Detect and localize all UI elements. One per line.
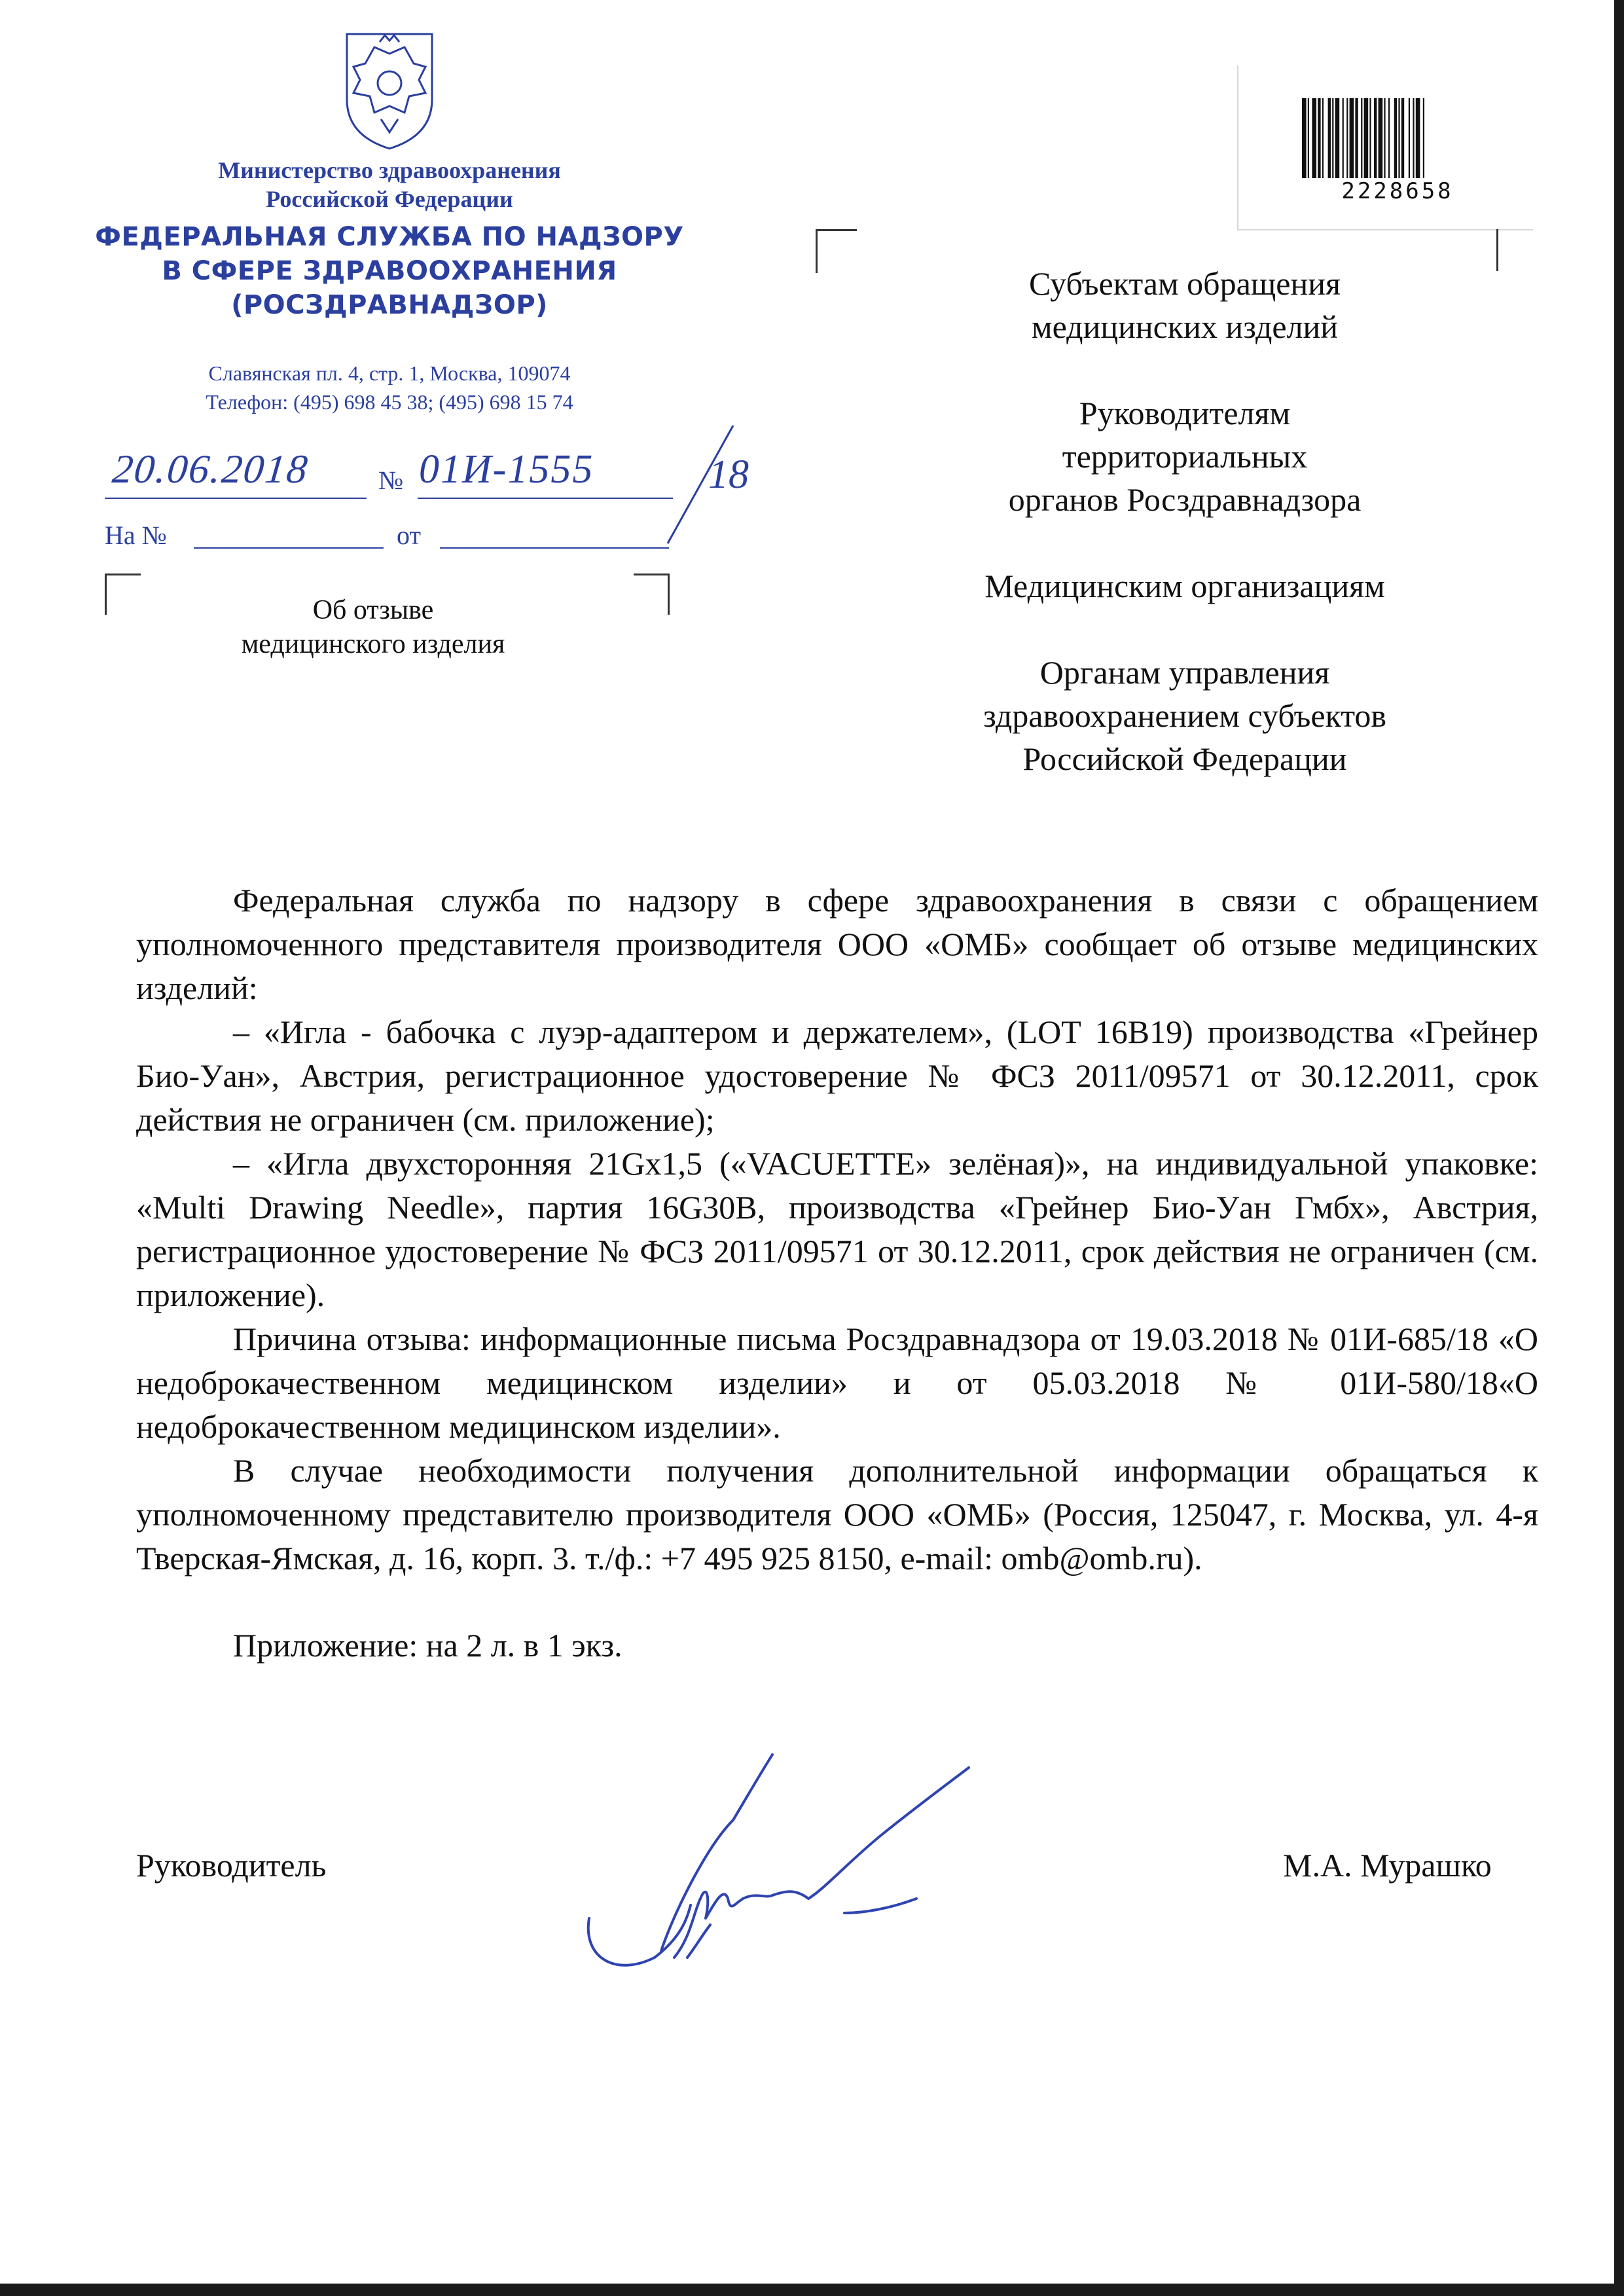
body-paragraph-intro: Федеральная служба по надзору в сфере здравоохранения в связи с обращением уполномоченного представителя производителя ООО «ОМБ» сообщает об отзыве медицинских изделий: <box>136 882 1538 1006</box>
barcode-bar <box>1361 98 1362 178</box>
addressee-line: органов Росздравнадзора <box>1008 481 1362 518</box>
number-label: № <box>378 465 404 495</box>
subject-line-1: Об отзыве <box>312 595 434 625</box>
handwritten-number: 01И-1555 <box>419 447 594 492</box>
handwritten-signature <box>576 1741 1021 2030</box>
addressee-line: медицинских изделий <box>1031 308 1339 345</box>
body-paragraph-item-2: – «Игла двухсторонняя 21Gx1,5 («VACUETTE» зелёная)», на индивидуальной упаковке: «Multi Drawing Needle», партия 16G30B, производства «Грейнер Био-Уан Гмбх», Австрия, регистрационное удостоверение № ФСЗ 2011/09571 от 30.12.2011, срок действия не ограничен (см. приложение). <box>136 1145 1538 1313</box>
barcode-bar <box>1379 98 1383 178</box>
reply-number-label: На № <box>105 520 167 550</box>
attachment-note: Приложение: на 2 л. в 1 экз. <box>233 1627 623 1664</box>
addressee-line: территориальных <box>1062 438 1308 475</box>
addressee-line: Органам управления <box>1039 654 1330 691</box>
service-line-1: ФЕДЕРАЛЬНАЯ СЛУЖБА ПО НАДЗОРУ <box>95 222 684 252</box>
barcode-bar <box>1398 98 1399 178</box>
ministry-line-2: Российской Федерации <box>266 186 513 212</box>
barcode-bar <box>1308 98 1309 178</box>
coat-of-arms-emblem <box>334 27 445 152</box>
barcode-bar <box>1409 98 1410 178</box>
barcode-bar <box>1332 98 1333 178</box>
barcode-bar <box>1322 98 1324 178</box>
service-line-2: В СФЕРЕ ЗДРАВООХРАНЕНИЯ <box>162 256 617 286</box>
barcode-bar <box>1350 98 1354 178</box>
body-paragraph-reason: Причина отзыва: информационные письма Росздравнадзора от 19.03.2018 № 01И-685/18 «О недоброкачественном медицинском изделии» и от 05.03.2018 № 01И-580/18«О недоброкачественном медицинском изделии». <box>136 1321 1538 1445</box>
ministry-line-1: Министерство здравоохранения <box>218 157 561 183</box>
barcode-bar <box>1335 98 1340 178</box>
addressee-group <box>890 651 1479 780</box>
barcode-bar <box>1343 98 1344 178</box>
addressee-line: Субъектам обращения <box>1029 265 1341 302</box>
barcode-bar <box>1346 98 1348 178</box>
body-paragraph-item-1: – «Игла - бабочка с луэр-адаптером и держателем», (LOT 16B19) производства «Грейнер Био-Уан», Австрия, регистрационное удостоверение № ФСЗ 2011/09571 от 30.12.2011, срок действия не ограничен (см. приложение); <box>136 1013 1538 1138</box>
address-line-2: Телефон: (495) 698 45 38; (495) 698 15 74 <box>206 390 573 414</box>
barcode-bar <box>1312 98 1316 178</box>
subject-line-2: медицинского изделия <box>241 629 505 659</box>
handwritten-date: 20.06.2018 <box>110 447 311 492</box>
date-underline <box>105 498 367 499</box>
service-line-3: (РОСЗДРАВНАДЗОР) <box>231 290 548 320</box>
barcode-bar <box>1388 98 1390 178</box>
addressee-line: Руководителям <box>1079 395 1291 431</box>
barcode-bar <box>1364 98 1369 178</box>
scan-edge-bottom <box>0 2284 1624 2296</box>
subject-bracket-right <box>634 574 670 615</box>
barcode-bar <box>1384 98 1385 178</box>
barcode-bar <box>1369 98 1371 178</box>
reply-from-line <box>440 547 669 549</box>
addressee-bracket-left <box>816 229 857 273</box>
handwritten-number-suffix: 18 <box>708 452 749 497</box>
barcode-bar <box>1401 98 1404 178</box>
signatory-name: М.А. Мурашко <box>1283 1847 1492 1884</box>
body-paragraph-contact: В случае необходимости получения дополнительной информации обращаться к уполномоченному представителю производителя ООО «ОМБ» (Россия, 125047, г. Москва, ул. 4-я Тверская-Ямская, д. 16, корп. 3. т./ф.: +7 495 925 8150, e-mail: omb@omb.ru). <box>136 1452 1538 1576</box>
barcode-icon <box>1299 98 1496 178</box>
barcode-bar <box>1423 98 1424 178</box>
addressee-line: Российской Федерации <box>1022 740 1347 777</box>
barcode-bar <box>1374 98 1377 178</box>
barcode-bar <box>1302 98 1307 178</box>
letter-body <box>136 879 1538 1700</box>
reply-number-line <box>194 547 384 549</box>
barcode-bar <box>1416 98 1420 178</box>
service-name <box>92 220 687 322</box>
barcode-bar <box>1318 98 1320 178</box>
barcode-number: 2228658 <box>1341 178 1454 204</box>
addressee-line: Медицинским организациям <box>984 568 1385 604</box>
signatory-role: Руководитель <box>136 1847 327 1884</box>
addressee-group <box>890 262 1479 348</box>
barcode-bar <box>1394 98 1397 178</box>
barcode-bar <box>1355 98 1358 178</box>
scan-edge-right <box>1614 0 1624 2296</box>
reply-from-label: от <box>397 520 421 550</box>
barcode-bar <box>1413 98 1414 178</box>
service-address <box>105 359 674 416</box>
address-line-1: Славянская пл. 4, стр. 1, Москва, 109074 <box>208 361 571 385</box>
addressee-block <box>890 262 1479 824</box>
addressee-group <box>890 392 1479 521</box>
addressee-line: здравоохранением субъектов <box>983 697 1387 734</box>
addressee-group <box>890 564 1479 608</box>
letter-subject <box>118 593 628 661</box>
barcode-bar <box>1328 98 1331 178</box>
number-underline <box>418 498 673 499</box>
ministry-name <box>105 156 674 213</box>
